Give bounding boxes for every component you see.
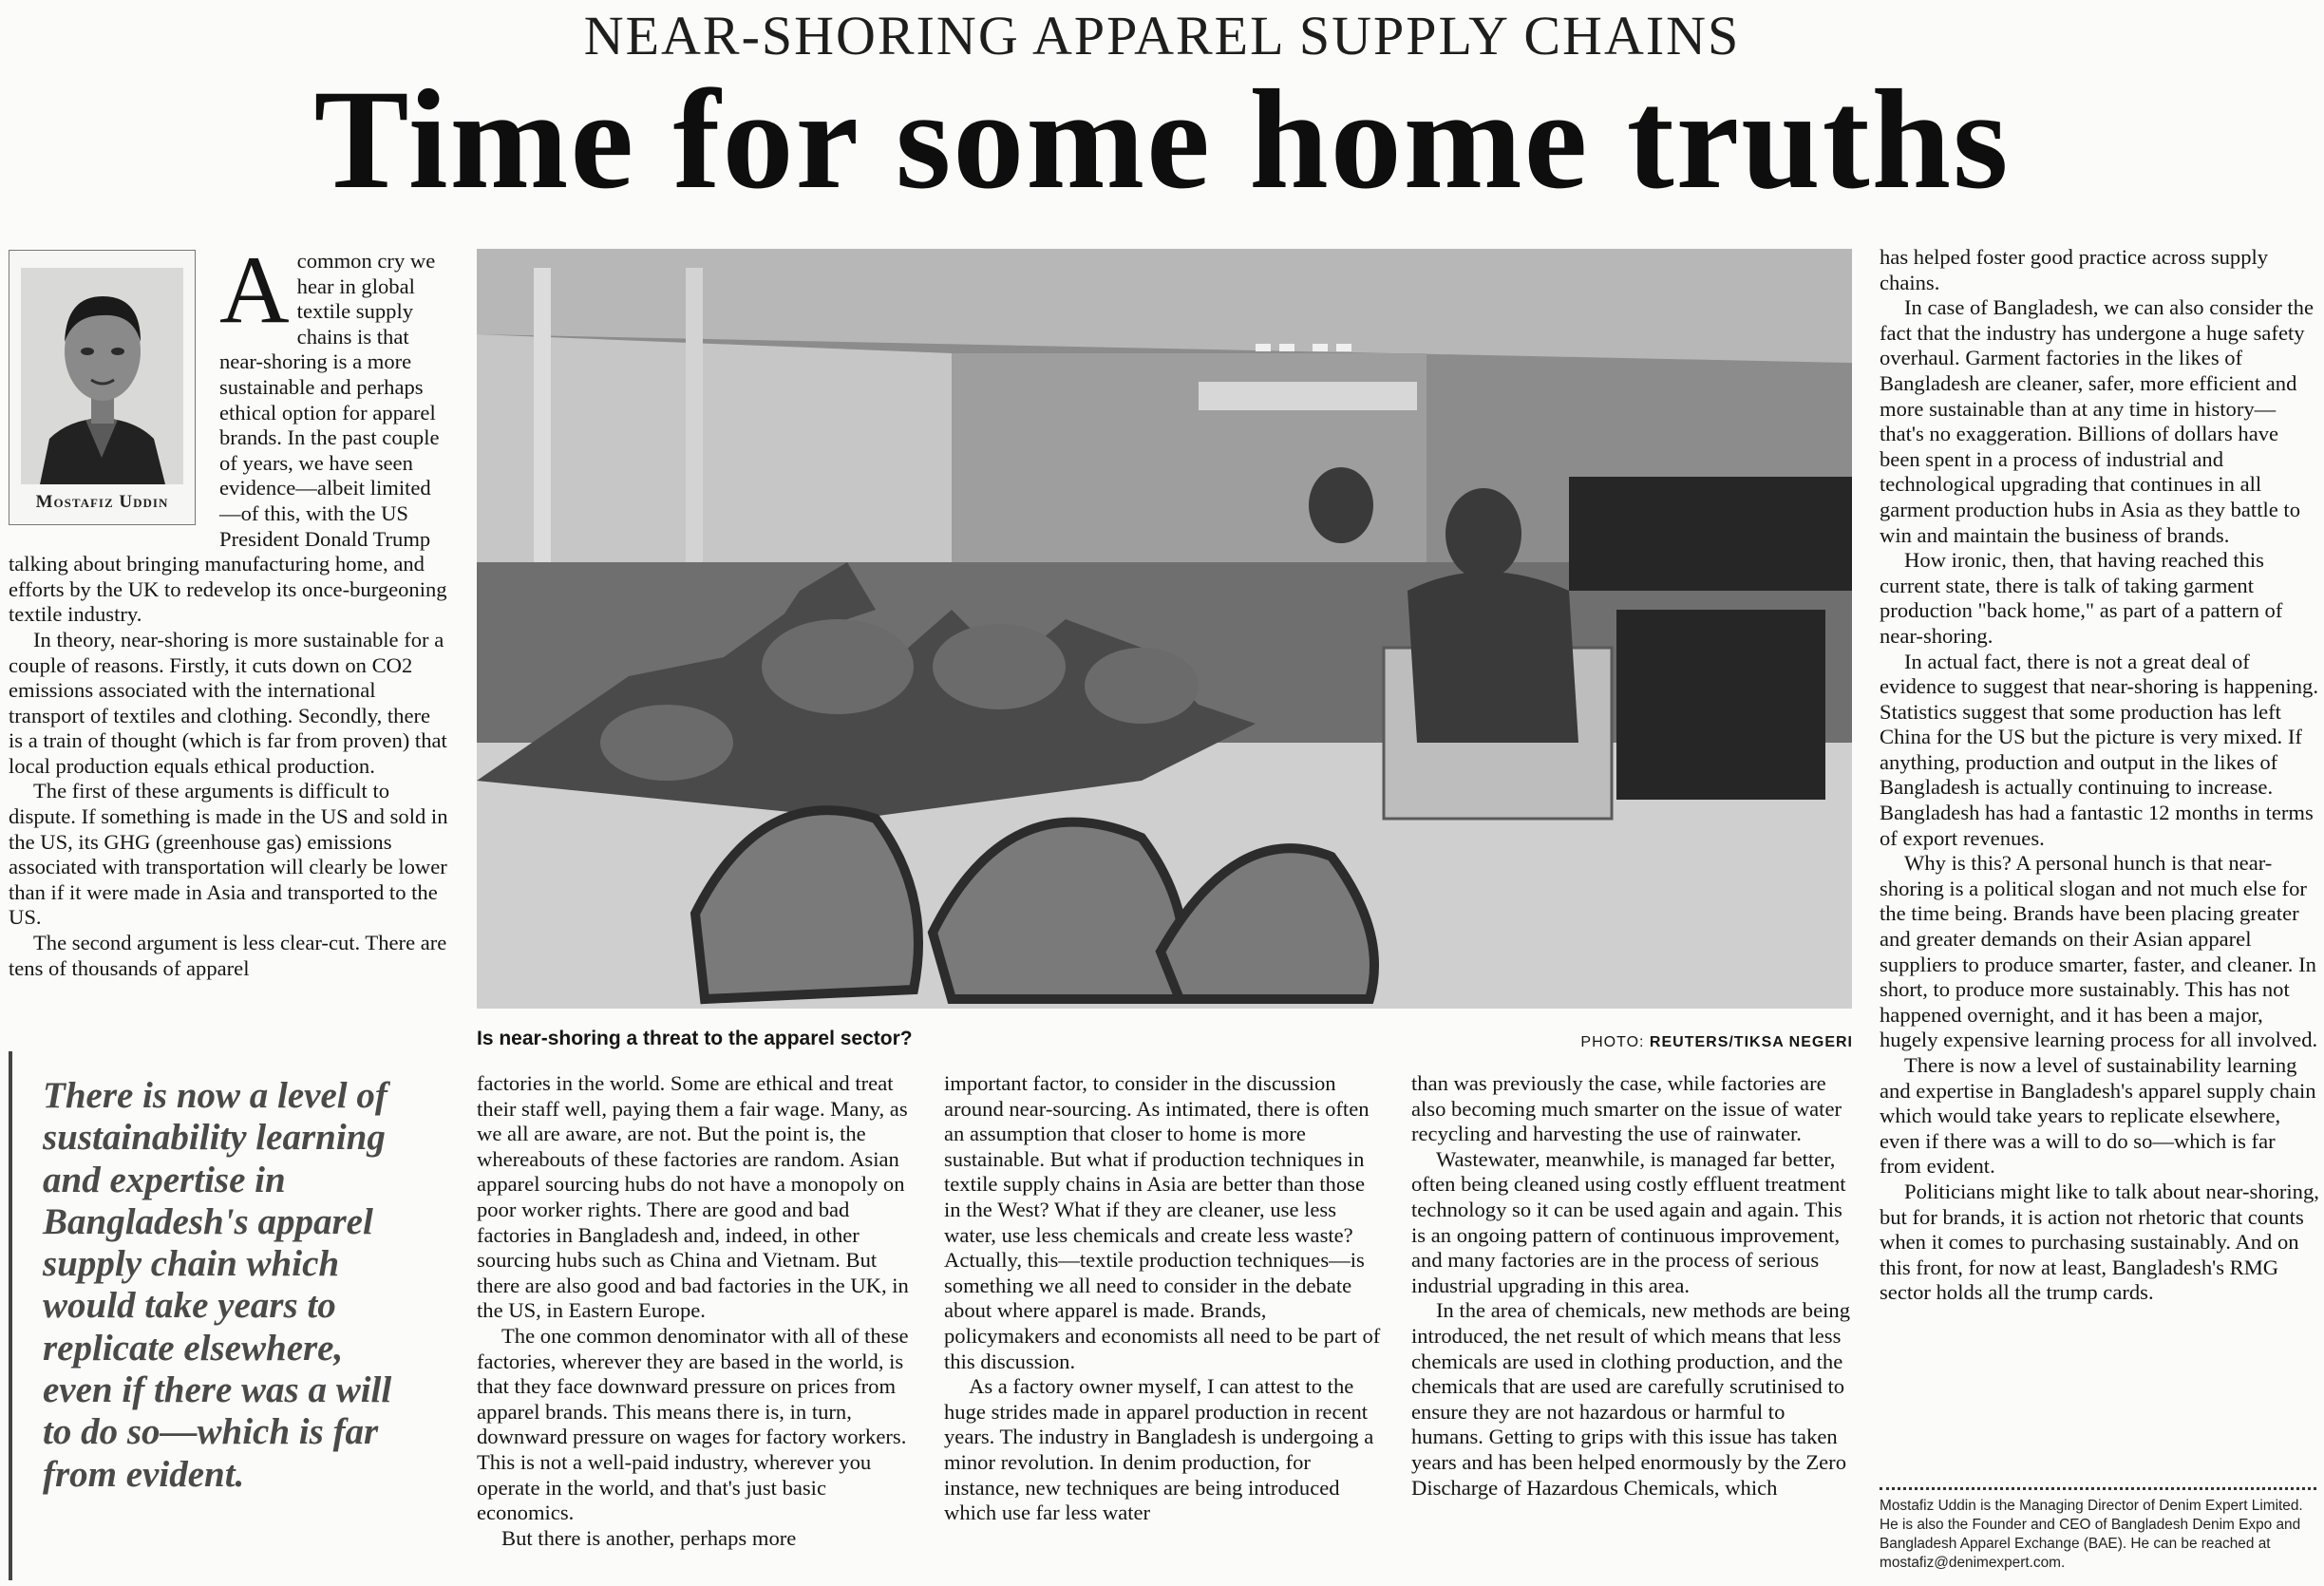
paragraph: Politicians might like to talk about near-shoring, but for brands, it is action not rhetoric that counts when it comes to purchasing sustainably. And on this front, for now at least, Bangladesh's RMG sector holds all the trump cards. — [1880, 1179, 2319, 1305]
headline: Time for some home truths — [313, 61, 2011, 218]
photo-credit-label: PHOTO: — [1580, 1034, 1645, 1050]
paragraph: But there is another, perhaps more — [501, 1525, 797, 1550]
paragraph: In actual fact, there is not a great deal of evidence to suggest that near-shoring is happening. Statistics suggest that some production has left China for the US but the picture is very mixed. If anything, production and output in the likes of Bangladesh is actually continuing to increase. Bangladesh has had a fantastic 12 months in terms of export revenues. — [1880, 649, 2318, 850]
paragraph: There is now a level of sustainability learning and expertise in Bangladesh's apparel supply chain which would take years to replicate elsewhere, even if there was a will to do so—which is far from evident. — [1880, 1053, 2316, 1179]
paragraph: Why is this? A personal hunch is that near-shoring is a political slogan and not much else for the time being. Brands have been placing greater and greater demands on their Asian apparel suppliers to produce smarter, faster, and cleaner. In short, to produce more sustainably. This has not happened overnight, and it has been a major, hugely expensive learning process for all involved. — [1880, 851, 2318, 1052]
garment-factory-image — [477, 249, 1852, 1009]
paragraph: factories in the world. Some are ethical and treat their staff well, paying them a fair wage. Many, as we all are aware, are not. But the point is, the whereabouts of these factories are random. Asian apparel sourcing hubs do not have a monopoly on poor worker rights. There are good and bad factories in Bangladesh and, indeed, in other sourcing hubs such as China and Vietnam. But there are also good and bad factories in the UK, in the US, in Eastern Europe. — [477, 1071, 909, 1323]
article-column-5 — [1880, 245, 2319, 1306]
portrait-spacer — [9, 249, 219, 543]
author-bio: Mostafiz Uddin is the Managing Director of Denim Expert Limited. He is also the Founder and CEO of Bangladesh Denim Expo and Bangladesh Apparel Exchange (BAE). He can be reached at mostafiz@denimexpert.com. — [1880, 1498, 2303, 1571]
paragraph: The second argument is less clear-cut. There are tens of thousands of apparel — [9, 931, 447, 980]
article-column-2 — [477, 1071, 919, 1551]
paragraph: In theory, near-shoring is more sustainable for a couple of reasons. Firstly, it cuts down on CO2 emissions associated with the international transport of textiles and clothing. Secondly, there is a train of thought (which is far from proven) that local production equals ethical production. — [9, 627, 447, 778]
pullquote-rule — [9, 1051, 12, 1580]
paragraph: As a factory owner myself, I can attest to the huge strides made in apparel production in recent years. The industry in Bangladesh is undergoing a minor revolution. In denim production, for instance, new techniques are being introduced which use far less water — [944, 1374, 1374, 1525]
paragraph: In the area of chemicals, new methods are being introduced, the net result of which means that less chemicals are used in clothing production, and the chemicals that are used are carefully scrutinised to ensure they are not hazardous or harmful to humans. Getting to grips with this issue has taken years and has been helped enormously by the Zero Discharge of Hazardous Chemicals, which — [1411, 1298, 1850, 1500]
article-column-1 — [9, 236, 448, 981]
author-name: Mostafiz Uddin — [35, 492, 169, 512]
paragraph: The first of these arguments is difficult to dispute. If something is made in the US and sold in the US, its GHG (greenhouse gas) emissions associated with transportation will clearly be lower than if it were made in Asia and transported to the US. — [9, 779, 448, 930]
photo-caption: Is near-shoring a threat to the apparel sector? — [477, 1028, 913, 1049]
bio-divider — [1880, 1487, 2316, 1490]
paragraph: In case of Bangladesh, we can also consider the fact that the industry has undergone a huge safety overhaul. Garment factories in the likes of Bangladesh are cleaner, safer, more efficient and more sustainable than at any time in history—that's no exaggeration. Billions of dollars have been spent in a process of industrial and technological upgrading that continues in all garment production hubs in Asia as they battle to win and maintain the business of brands. — [1880, 295, 2315, 547]
article-column-4 — [1411, 1071, 1854, 1501]
paragraph: How ironic, then, that having reached this current state, there is talk of taking garment production "back home," as part of a pattern of near-shoring. — [1880, 548, 2283, 648]
photo-credit — [1572, 1034, 1853, 1051]
paragraph: important factor, to consider in the discussion around near-sourcing. As intimated, there is often an assumption that closer to home is more sustainable. But what if production techniques in textile supply chains in Asia are better than those in the West? What if they are cleaner, use less water, use less chemicals and create less waste? Actually, this—textile production techniques—is something we all need to consider in the debate about where apparel is made. Brands, policymakers and economists all need to be part of this discussion. — [944, 1071, 1381, 1373]
article-column-3 — [944, 1071, 1387, 1526]
drop-cap: A — [219, 236, 290, 344]
paragraph: than was previously the case, while factories are also becoming much smarter on the issue of water recycling and harvesting the use of rainwater. — [1411, 1071, 1842, 1146]
paragraph: The one common denominator with all of these factories, wherever they are based in the world, is that they face downward pressure on prices from apparel brands. This means there is, in turn, downward pressure on wages for factory workers. This is not a well-paid industry, wherever you operate in the world, and that's just basic economics. — [477, 1323, 909, 1525]
paragraph: has helped foster good practice across supply chains. — [1880, 245, 2269, 294]
paragraph: Wastewater, meanwhile, is managed far better, often being cleaned using costly effluent treatment technology so it can be used again and again. This is an ongoing pattern of continuous improvement, and many factories are in the process of serious industrial upgrading in this area. — [1411, 1146, 1846, 1297]
factory-photo — [477, 249, 1852, 1009]
photo-credit-source: REUTERS/TIKSA NEGERI — [1649, 1034, 1853, 1050]
paragraph-text: common cry we hear in global textile supply chains is that near-shoring is a more sustainable and perhaps ethical option for apparel brands. In the past couple of years, we have seen evidence—albeit limited—of this, with the US President Donald Trump talking about bringing manufacturing home, and efforts by the UK to redevelop its once-burgeoning textile industry. — [9, 249, 447, 627]
pullquote: There is now a level of sustainability learning and expertise in Bangladesh's apparel supply chain which would take years to replicate elsewhere, even if there was a will to do so—which is far from evident. — [43, 1075, 392, 1495]
section-kicker: NEAR-SHORING APPAREL SUPPLY CHAINS — [583, 5, 1741, 66]
